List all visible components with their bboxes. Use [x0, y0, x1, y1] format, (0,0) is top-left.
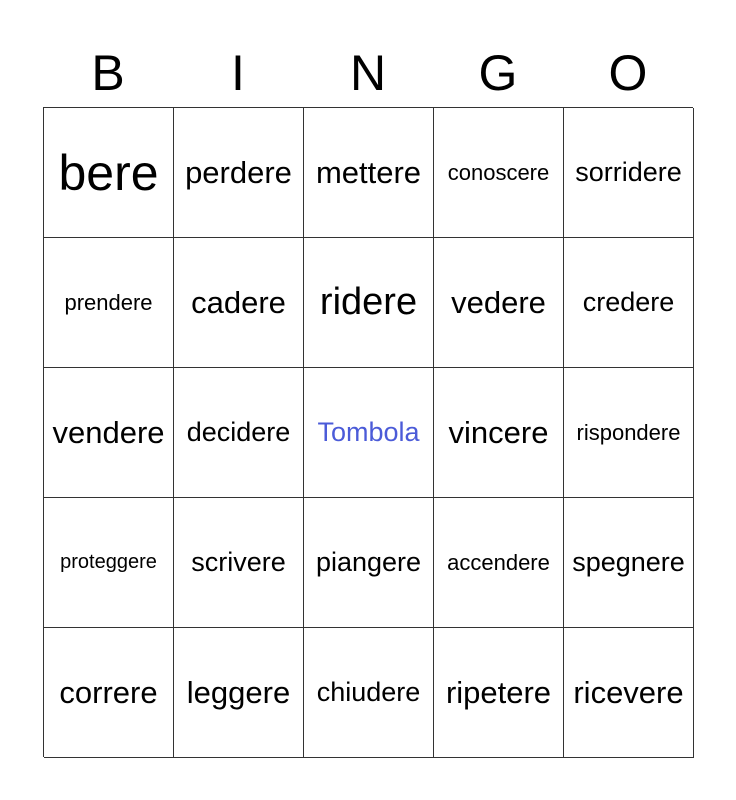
bingo-cell[interactable]: piangere [304, 498, 434, 628]
bingo-cell[interactable]: accendere [434, 498, 564, 628]
bingo-cell[interactable]: credere [564, 238, 694, 368]
bingo-cell[interactable]: vincere [434, 368, 564, 498]
bingo-cell[interactable]: prendere [44, 238, 174, 368]
bingo-cell[interactable]: sorridere [564, 108, 694, 238]
bingo-cell[interactable]: vedere [434, 238, 564, 368]
free-space-cell[interactable]: Tombola [304, 368, 434, 498]
header-letter-g: G [478, 45, 518, 101]
bingo-cell[interactable]: decidere [174, 368, 304, 498]
bingo-cell[interactable]: cadere [174, 238, 304, 368]
bingo-cell[interactable]: rispondere [564, 368, 694, 498]
bingo-cell[interactable]: spegnere [564, 498, 694, 628]
bingo-cell[interactable]: ricevere [564, 628, 694, 758]
bingo-cell[interactable]: mettere [304, 108, 434, 238]
bingo-cell[interactable]: perdere [174, 108, 304, 238]
bingo-cell[interactable]: ripetere [434, 628, 564, 758]
header-letter-n: N [349, 45, 387, 101]
header-letter-i: I [231, 45, 245, 101]
bingo-cell[interactable]: chiudere [304, 628, 434, 758]
header-letter-o: O [608, 45, 648, 101]
bingo-cell[interactable]: bere [44, 108, 174, 238]
bingo-cell[interactable]: proteggere [44, 498, 174, 628]
bingo-cell[interactable]: leggere [174, 628, 304, 758]
bingo-board [43, 107, 693, 757]
bingo-header [43, 40, 693, 106]
bingo-cell[interactable]: correre [44, 628, 174, 758]
bingo-cell[interactable]: ridere [304, 238, 434, 368]
bingo-cell[interactable]: vendere [44, 368, 174, 498]
bingo-cell[interactable]: scrivere [174, 498, 304, 628]
bingo-cell[interactable]: conoscere [434, 108, 564, 238]
header-letter-b: B [91, 45, 125, 101]
